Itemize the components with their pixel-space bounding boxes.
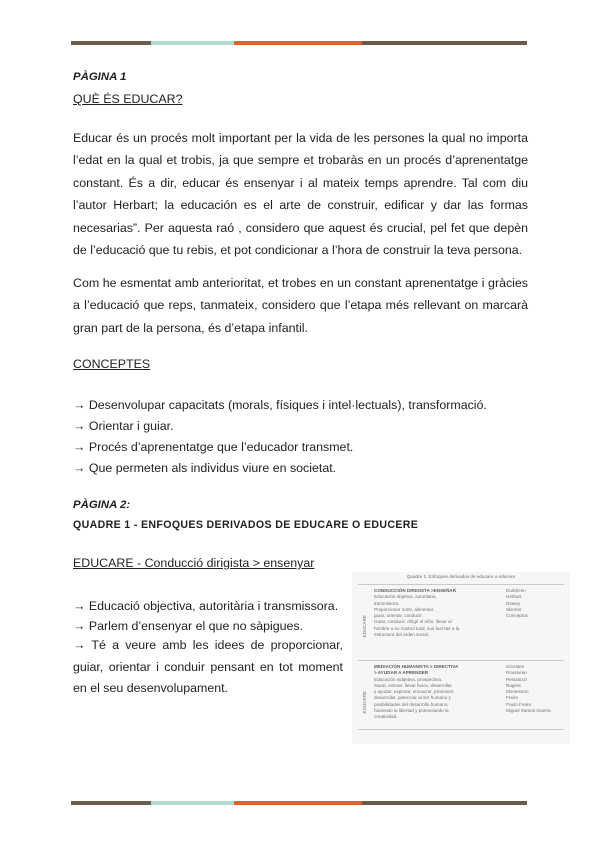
page1-heading: PÀGINA 1 [73,71,127,83]
list-item: → Parlem d’ensenyar el que no sàpigues. [73,619,304,633]
stripe-segment [234,41,362,45]
stripe-segment [151,41,234,45]
stripe-segment [234,801,362,805]
page1-title: QUÈ ÉS EDUCAR? [73,92,183,106]
page1-paragraph-1: Educar és un procés molt important per la vida de les persones la qual no importa l’edat en la qual et trobis, ja que sempre et trobaràs en un procés d’aprenentatge constant. És a dir, educar és ensenyar i al mateix temps aprendre. Tal com diu l’autor Herbart; la educación es el arte de construir, edificar y dar las formas necesarias”. Per aquesta raó , considero que aquest és crucial, pel fet que depèn de l’educació que tu rebis, et pot condicionar a l’hora de construir la teva persona. [73,131,528,258]
list-item: → Educació objectiva, autoritària i transmissora. [73,599,339,613]
table-authors: Durkheim Herbart Dewey Skinner Conceptos [506,588,528,619]
header-color-stripe [71,41,527,45]
list-item: → Desenvolupar capacitats (morals, físiques i intel·lectuals), transformació. [73,398,487,412]
page1-paragraph-2: Com he esmentat amb anterioritat, et trobes en un constant aprenentatge i gràcies a l’educació que reps, tanmateix, considero que l’etapa més rellevant on marcarà gran part de la persona, és d’etapa infantil. [73,276,528,335]
stripe-segment [362,41,527,45]
educare-title: EDUCARE - Conducció dirigista > ensenyar [73,556,315,570]
table-authors: Sócrates Rousseau Pestalozzi Rogers Montessori Freire Paulo Freire Miguel Santos Guerra [506,664,551,714]
table-side-label: EDUCERE [362,691,367,714]
page2-heading: PÀGINA 2: [73,499,131,511]
concepts-list [73,395,487,479]
table-caption: Quadre 1: Enfoques derivados de educare o educere [406,574,516,579]
educare-paragraph: → Té a veure amb les idees de proporcionar, guiar, orientar i conduir pensant en tot moment en el seu desenvolupament. [73,638,343,695]
quadre-title: QUADRE 1 - ENFOQUES DERIVADOS DE EDUCARE O EDUCERE [73,519,419,531]
concepts-title: CONCEPTES [73,357,151,371]
table-description: MEDIACIÓN HUMANISTA > DIRECTIVA > AYUDAR A APRENDER Educación subjetiva, prospectiva. Sacar, extraer, llevar fuera, desarrollar y ayudar, explorar, encauzar, promover, desarrollar, potenciar al ser humano y posibilidades del desarrollo humano, haciendo la libertad y potenciando la creatividad. [374,664,459,720]
table-row [358,584,564,655]
table-row [358,660,564,730]
stripe-segment [71,801,151,805]
table-description: CONDUCCIÓN DIRIGISTA >ENSEÑAR Educación objetiva, autoritaria, transmisora. Proporcionar nutrir, alimentar, guiar, orientar, conducir. Guiar, conducir, dirigir el niño, llevar al hombre a su control total, sus fuerzas a la estructura del orden social. [374,588,460,638]
table-side-label: EDUCARE [362,615,367,638]
list-item: → Orientar i guiar. [73,419,174,433]
stripe-segment [362,801,527,805]
footer-color-stripe [71,801,527,805]
stripe-segment [151,801,234,805]
list-item: → Que permeten als individus viure en societat. [73,461,337,475]
stripe-segment [71,41,151,45]
quadre-table-image [352,572,570,744]
list-item: → Procés d’aprenentatge que l’educador transmet. [73,440,354,454]
educare-list [73,596,338,636]
